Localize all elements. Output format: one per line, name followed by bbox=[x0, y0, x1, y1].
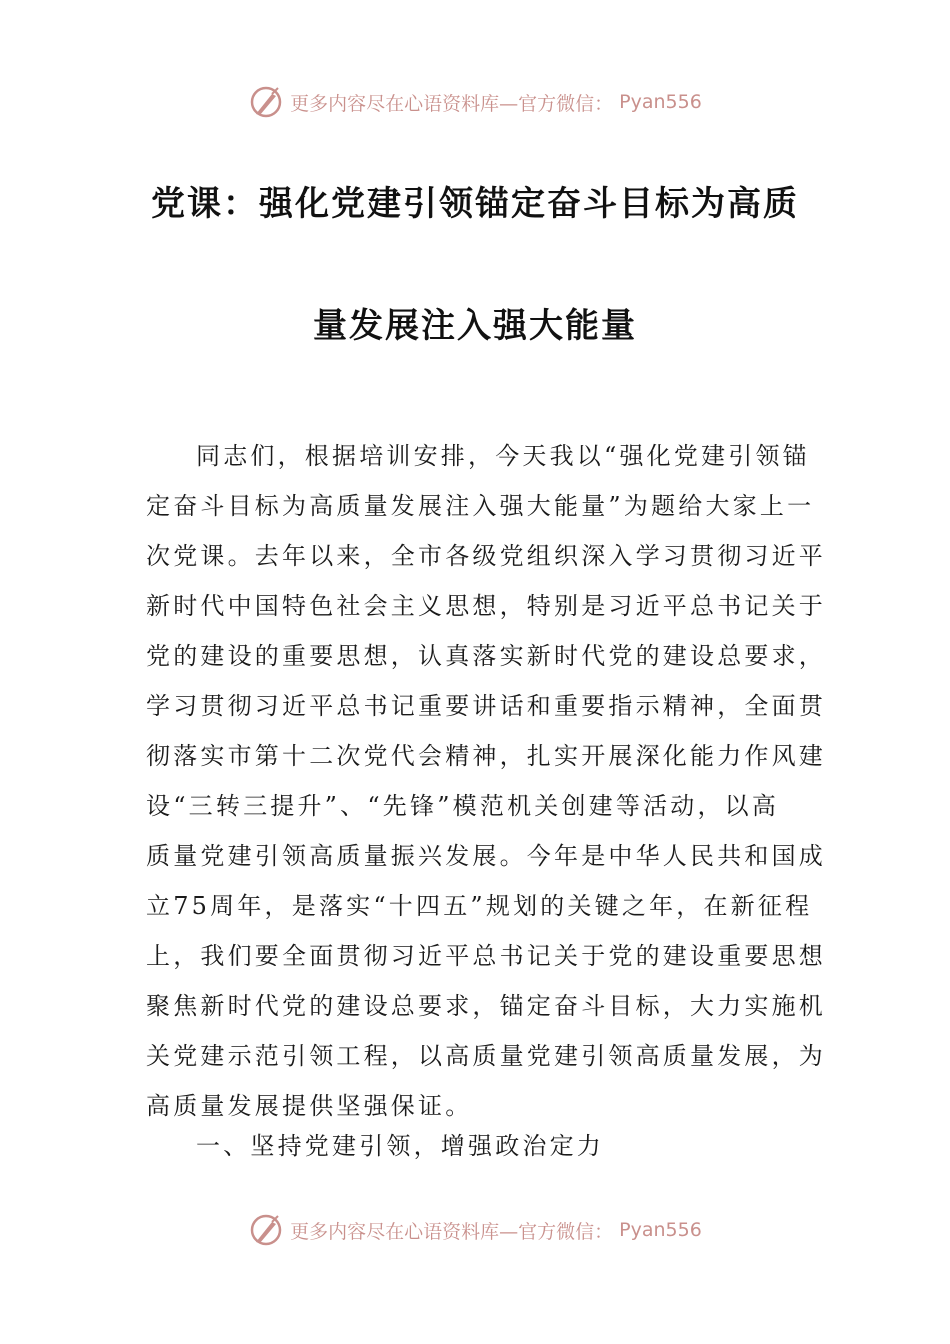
paragraph-line: 立75周年，是落实“十四五”规划的关键之年，在新征程 bbox=[146, 892, 813, 920]
paragraph-line: 次党课。去年以来，全市各级党组织深入学习贯彻习近平 bbox=[146, 542, 826, 570]
document-title-line-2: 量发展注入强大能量 bbox=[313, 306, 637, 346]
paragraph-line: 设“三转三提升”、“先锋”模范机关创建等活动，以高 bbox=[146, 792, 780, 820]
quill-pen-logo-icon bbox=[248, 1212, 284, 1248]
paragraph-line: 上，我们要全面贯彻习近平总书记关于党的建设重要思想 bbox=[146, 942, 826, 970]
watermark-text: 更多内容尽在心语资料库—官方微信： bbox=[290, 92, 614, 115]
watermark-wechat-id: Pyan556 bbox=[619, 91, 702, 113]
paragraph-line: 聚焦新时代党的建设总要求，锚定奋斗目标，大力实施机 bbox=[146, 992, 826, 1020]
paragraph-line: 关党建示范引领工程，以高质量党建引领高质量发展，为 bbox=[146, 1042, 826, 1070]
document-title-line-1: 党课：强化党建引领锚定奋斗目标为高质 bbox=[151, 184, 799, 224]
paragraph-line: 高质量发展提供坚强保证。 bbox=[146, 1092, 473, 1120]
watermark-wechat-id: Pyan556 bbox=[619, 1219, 702, 1241]
section-heading-1: 一、坚持党建引领，增强政治定力 bbox=[196, 1132, 604, 1160]
paragraph-line: 定奋斗目标为高质量发展注入强大能量”为题给大家上一 bbox=[146, 492, 815, 520]
paragraph-line: 党的建设的重要思想，认真落实新时代党的建设总要求， bbox=[146, 642, 826, 670]
watermark-text: 更多内容尽在心语资料库—官方微信： bbox=[290, 1220, 614, 1243]
paragraph-line: 彻落实市第十二次党代会精神，扎实开展深化能力作风建 bbox=[146, 742, 826, 770]
quill-pen-logo-icon bbox=[248, 84, 284, 120]
paragraph-line: 学习贯彻习近平总书记重要讲话和重要指示精神，全面贯 bbox=[146, 692, 826, 720]
paragraph-line: 新时代中国特色社会主义思想，特别是习近平总书记关于 bbox=[146, 592, 826, 620]
paragraph-line: 同志们，根据培训安排，今天我以“强化党建引领锚 bbox=[196, 442, 810, 470]
watermark-banner-bottom bbox=[0, 1210, 950, 1250]
watermark-banner-top bbox=[0, 82, 950, 122]
paragraph-line: 质量党建引领高质量振兴发展。今年是中华人民共和国成 bbox=[146, 842, 826, 870]
